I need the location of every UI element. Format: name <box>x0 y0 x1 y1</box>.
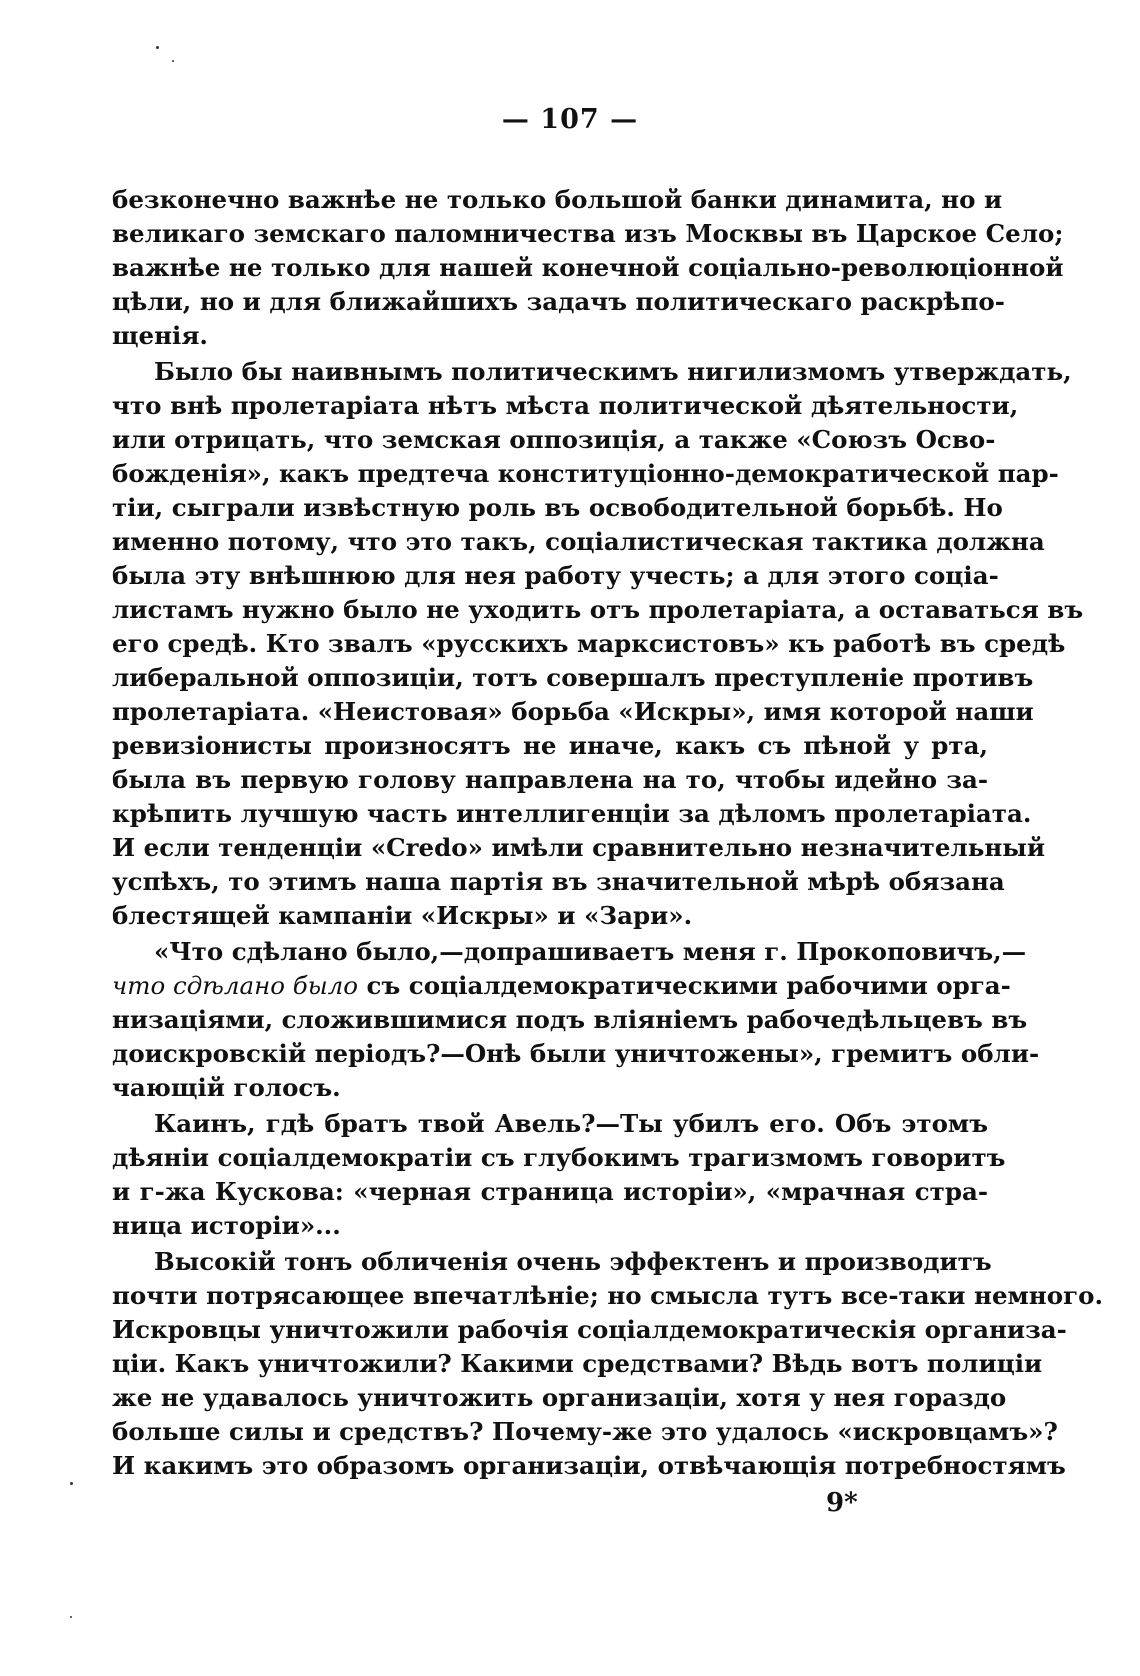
text-line: именно потому, что это такъ, соціалистическая тактика должна <box>112 527 1045 556</box>
text-line <box>112 1003 1028 1037</box>
paragraph <box>112 935 1040 1105</box>
print-speck <box>70 1616 72 1618</box>
paragraph <box>112 1107 1006 1243</box>
text-line <box>112 1071 988 1105</box>
text-line: ціи. Какъ уничтожили? Какими средствами? Вѣдь вотъ полиціи <box>112 1349 1043 1378</box>
text-line: тіи, сыграли извѣстную роль въ освободительной борьбѣ. Но <box>112 493 1003 522</box>
text-line: и г-жа Кускова: «черная страница исторіи», «мрачная стра- <box>112 1177 988 1206</box>
text-line <box>112 1037 1040 1071</box>
text-line: что внѣ пролетаріата нѣтъ мѣста политической дѣятельности, <box>112 391 1019 420</box>
text-line: И если тенденціи «Credo» имѣли сравнительно незначительный <box>112 833 1046 862</box>
text-line: была эту внѣшнюю для нея работу учесть; а для этого соціа- <box>112 561 999 590</box>
print-speck <box>70 1482 73 1485</box>
body-text <box>112 183 1103 1483</box>
text-line: ревизіонисты произносятъ не иначе, какъ съ пѣной у рта, <box>112 731 988 760</box>
printer-signature-mark: 9* <box>826 1488 858 1518</box>
text-line: была въ первую голову направлена на то, чтобы идейно за- <box>112 765 988 794</box>
text-line: блестящей кампаніи «Искры» и «Зари». <box>112 901 693 930</box>
italic-segment: что сдѣлано было <box>112 971 359 1000</box>
text-segment: съ соціалдемократическими рабочими орга- <box>358 971 1011 1000</box>
text-line: важнѣе не только для нашей конечной соціально-революціонной <box>112 253 1064 282</box>
paragraph <box>112 355 1084 933</box>
text-segment: чающій голосъ. <box>112 1073 341 1102</box>
text-line: же не удавалось уничтожить организаціи, хотя у нея гораздо <box>112 1383 1007 1412</box>
text-line: либеральной оппозиціи, тотъ совершалъ преступленіе противъ <box>112 663 1034 692</box>
paragraph <box>112 1245 1103 1483</box>
text-line: И какимъ это образомъ организаціи, отвѣчающія потребностямъ <box>112 1451 1066 1480</box>
print-speck <box>172 60 174 62</box>
text-line: пролетаріата. «Неистовая» борьба «Искры», имя которой наши <box>112 697 1034 726</box>
text-line: листамъ нужно было не уходить отъ пролетаріата, а оставаться въ <box>112 595 1084 624</box>
text-line: щенія. <box>112 321 208 350</box>
text-line: безконечно важнѣе не только большой банки динамита, но и <box>112 185 1003 214</box>
text-line: ница исторіи»... <box>112 1211 341 1240</box>
text-line: Было бы наивнымъ политическимъ нигилизмомъ утверждать, <box>154 357 1072 386</box>
text-line: или отрицать, что земская оппозиція, а также «Союзъ Осво- <box>112 425 996 454</box>
text-line: Искровцы уничтожили рабочія соціалдемократическія организа- <box>112 1315 1067 1344</box>
text-line: божденія», какъ предтеча конституціонно-демократической пар- <box>112 459 1059 488</box>
text-line: великаго земскаго паломничества изъ Москвы въ Царское Село; <box>112 219 1064 248</box>
text-line: цѣли, но и для ближайшихъ задачъ политическаго раскрѣпо- <box>112 287 1005 316</box>
text-line: больше силы и средствъ? Почему-же это удалось «искровцамъ»? <box>112 1417 1058 1446</box>
text-line: крѣпить лучшую часть интеллигенціи за дѣломъ пролетаріата. <box>112 799 1032 828</box>
page-number: — 107 — <box>501 104 639 135</box>
text-line <box>112 969 1011 1003</box>
text-segment: доискровскій періодъ?—Онѣ были уничтожены», гремитъ обли- <box>112 1039 1040 1068</box>
text-line <box>112 935 1027 969</box>
text-line: Высокій тонъ обличенія очень эффектенъ и производитъ <box>154 1247 992 1276</box>
print-speck <box>156 46 159 49</box>
text-segment: «Что сдѣлано было,—допрашиваетъ меня г. Прокоповичъ,— <box>154 937 1027 966</box>
text-line: Каинъ, гдѣ братъ твой Авель?—Ты убилъ его. Объ этомъ <box>154 1109 988 1138</box>
text-segment: низаціями, сложившимися подъ вліяніемъ рабочедѣльцевъ въ <box>112 1005 1028 1034</box>
text-line: его средѣ. Кто звалъ «русскихъ марксистовъ» къ работѣ въ средѣ <box>112 629 1066 658</box>
text-line: дѣяніи соціалдемократіи съ глубокимъ трагизмомъ говоритъ <box>112 1143 1006 1172</box>
paragraph <box>112 183 1064 353</box>
text-line: успѣхъ, то этимъ наша партія въ значительной мѣрѣ обязана <box>112 867 1005 896</box>
text-line: почти потрясающее впечатлѣніе; но смысла тутъ все-таки немного. <box>112 1281 1103 1310</box>
